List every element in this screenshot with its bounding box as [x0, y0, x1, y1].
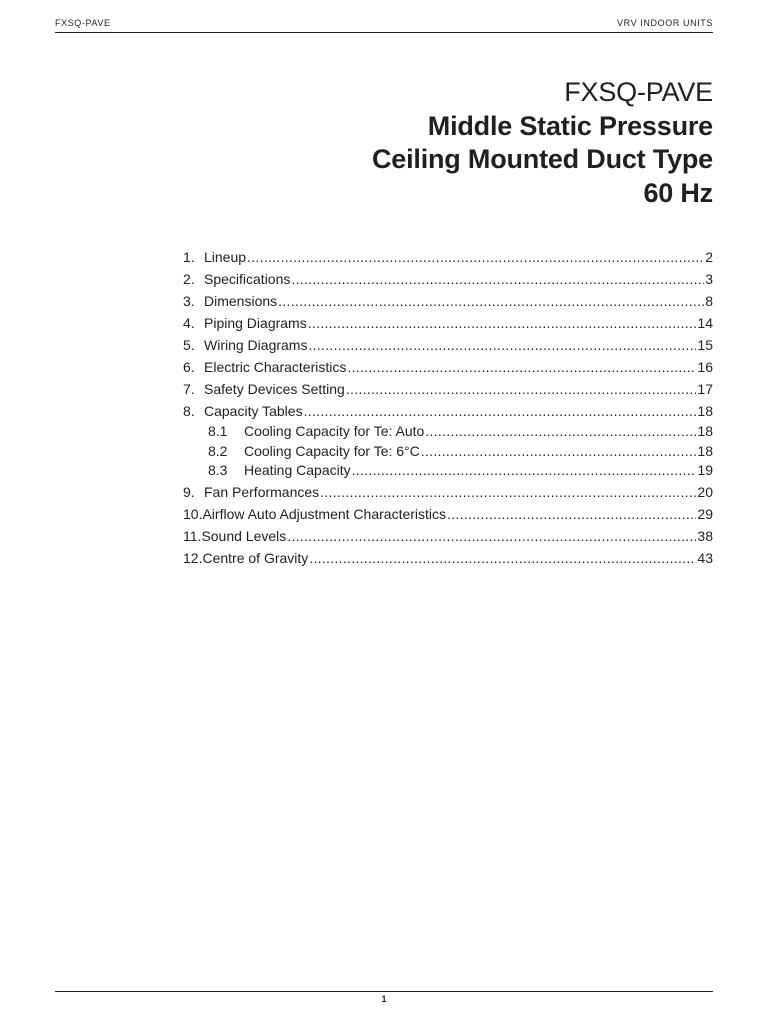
toc-leader-dots: [247, 246, 704, 268]
toc-item-centre-of-gravity[interactable]: [183, 547, 713, 569]
toc-leader-dots: [287, 525, 696, 547]
toc-number: 11.: [183, 527, 202, 544]
footer-divider: [55, 991, 713, 992]
toc-number: 4.: [183, 315, 195, 331]
toc-item-lineup[interactable]: [183, 246, 713, 268]
toc-number: 7.: [183, 381, 195, 397]
document-title: [153, 76, 713, 210]
toc-page-number: 43: [697, 549, 713, 566]
toc-label: Lineup: [204, 249, 247, 265]
title-unit-type: Ceiling Mounted Duct Type: [372, 144, 713, 174]
toc-page-number: 15: [697, 337, 713, 353]
toc-page-number: 18: [697, 442, 713, 459]
toc-page-number: 3: [705, 271, 713, 287]
toc-subitem-cooling-capacity-6c[interactable]: [183, 442, 713, 462]
toc-leader-dots: [309, 547, 696, 569]
toc-leader-dots: [291, 268, 704, 290]
toc-number: 6.: [183, 359, 195, 375]
toc-item-electric-characteristics[interactable]: [183, 356, 713, 378]
toc-page-number: 16: [697, 359, 713, 375]
table-of-contents: [183, 246, 713, 569]
toc-leader-dots: [278, 290, 704, 312]
toc-label: Capacity Tables: [204, 403, 303, 419]
toc-leader-dots: [308, 312, 697, 334]
toc-subitem-heating-capacity[interactable]: [183, 461, 713, 481]
toc-item-airflow-auto-adjustment[interactable]: [183, 503, 713, 525]
toc-number: 3.: [183, 293, 195, 309]
toc-number: 8.: [183, 403, 195, 419]
toc-label: Piping Diagrams: [204, 315, 307, 331]
toc-leader-dots: [347, 356, 696, 378]
toc-label: Electric Characteristics: [204, 359, 347, 375]
toc-page-number: 38: [697, 527, 713, 544]
toc-leader-dots: [304, 400, 697, 422]
toc-label: Heating Capacity: [244, 462, 351, 478]
toc-label: Fan Performances: [204, 483, 320, 500]
toc-number: 12.: [183, 549, 203, 566]
toc-item-safety-devices-setting[interactable]: [183, 378, 713, 400]
toc-label: Cooling Capacity for Te: 6°C: [244, 442, 420, 459]
toc-item-specifications[interactable]: [183, 268, 713, 290]
toc-leader-dots: [320, 481, 696, 503]
toc-number: 5.: [183, 337, 195, 353]
toc-number: 8.1: [208, 423, 228, 439]
header-section-title: VRV INDOOR UNITS: [617, 18, 713, 28]
toc-label: Centre of Gravity: [202, 549, 309, 566]
toc-number: 9.: [183, 483, 195, 500]
toc-number: 10.: [183, 505, 203, 522]
title-frequency: 60 Hz: [643, 177, 713, 208]
header-product-code: FXSQ-PAVE: [55, 18, 111, 28]
toc-page-number: 2: [705, 249, 713, 265]
toc-page-number: 29: [697, 505, 713, 522]
toc-item-fan-performances[interactable]: [183, 481, 713, 503]
toc-subitem-cooling-capacity-auto[interactable]: [183, 422, 713, 442]
toc-leader-dots: [346, 378, 697, 400]
toc-label: Sound Levels: [201, 527, 287, 544]
toc-label: Dimensions: [204, 293, 278, 309]
toc-leader-dots: [425, 422, 696, 442]
title-pressure-type: Middle Static Pressure: [427, 110, 713, 141]
toc-page-number: 8: [705, 293, 713, 309]
toc-label: Cooling Capacity for Te: Auto: [244, 423, 425, 439]
toc-item-wiring-diagrams[interactable]: [183, 334, 713, 356]
toc-page-number: 14: [697, 315, 713, 331]
toc-page-number: 19: [697, 462, 713, 478]
toc-page-number: 18: [697, 403, 713, 419]
toc-item-piping-diagrams[interactable]: [183, 312, 713, 334]
toc-label: Airflow Auto Adjustment Characteristics: [202, 505, 447, 522]
running-header: [55, 18, 713, 32]
toc-number: 8.3: [208, 462, 228, 478]
toc-label: Specifications: [204, 271, 291, 287]
toc-leader-dots: [447, 503, 696, 525]
toc-number: 8.2: [208, 442, 228, 459]
toc-leader-dots: [421, 442, 697, 462]
toc-item-capacity-tables[interactable]: [183, 400, 713, 422]
page-number: 1: [381, 994, 387, 1004]
toc-page-number: 20: [697, 483, 713, 500]
toc-page-number: 18: [697, 423, 713, 439]
toc-number: 1.: [183, 249, 195, 265]
header-divider: [55, 32, 713, 33]
toc-page-number: 17: [697, 381, 713, 397]
toc-label: Safety Devices Setting: [204, 381, 345, 397]
toc-label: Wiring Diagrams: [204, 337, 308, 353]
title-product-code: FXSQ-PAVE: [564, 77, 713, 107]
toc-leader-dots: [352, 461, 697, 481]
toc-number: 2.: [183, 271, 195, 287]
toc-leader-dots: [308, 334, 696, 356]
toc-item-sound-levels[interactable]: [183, 525, 713, 547]
toc-item-dimensions[interactable]: [183, 290, 713, 312]
